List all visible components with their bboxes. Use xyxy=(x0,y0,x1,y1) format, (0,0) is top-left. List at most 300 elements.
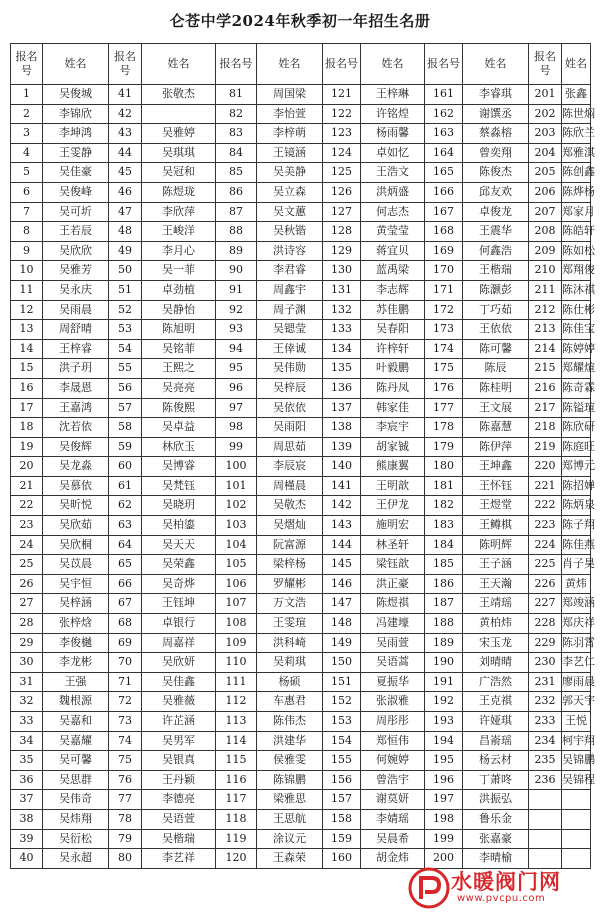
enroll-number-cell: 52 xyxy=(109,300,142,320)
header-cell: 姓名 xyxy=(463,44,529,85)
enroll-number-cell: 217 xyxy=(529,398,562,418)
enroll-number-cell: 174 xyxy=(425,339,463,359)
student-name-cell: 吴嘉和 xyxy=(43,712,109,732)
student-name-cell: 车惠君 xyxy=(257,692,323,712)
student-name-cell: 吴梓辰 xyxy=(257,378,323,398)
student-name-cell: 吴铭菲 xyxy=(142,339,216,359)
enroll-number-cell: 47 xyxy=(109,202,142,222)
enroll-number-cell: 83 xyxy=(216,124,257,144)
student-name-cell: 陈煜祺 xyxy=(361,594,425,614)
student-name-cell: 吴炜翔 xyxy=(43,809,109,829)
enroll-number-cell: 151 xyxy=(323,672,361,692)
enroll-number-cell: 235 xyxy=(529,751,562,771)
student-name-cell: 陈俊杰 xyxy=(463,163,529,183)
header-cell: 报名号 xyxy=(323,44,361,85)
enroll-number-cell: 143 xyxy=(323,516,361,536)
enroll-number-cell: 80 xyxy=(109,849,142,869)
student-name-cell: 曾浩宇 xyxy=(361,770,425,790)
student-name-cell: 吴昕悦 xyxy=(43,496,109,516)
student-name-cell: 王伊龙 xyxy=(361,496,425,516)
enroll-number-cell: 160 xyxy=(323,849,361,869)
student-name-cell xyxy=(562,790,591,810)
enroll-number-cell: 41 xyxy=(109,85,142,105)
enroll-number-cell: 175 xyxy=(425,359,463,379)
enroll-number-cell: 93 xyxy=(216,320,257,340)
student-name-cell: 万文浩 xyxy=(257,594,323,614)
enroll-number-cell: 70 xyxy=(109,653,142,673)
student-name-cell: 蒋宜贝 xyxy=(361,241,425,261)
enroll-number-cell: 124 xyxy=(323,143,361,163)
enroll-number-cell: 224 xyxy=(529,535,562,555)
enroll-number-cell: 221 xyxy=(529,476,562,496)
enroll-number-cell: 136 xyxy=(323,378,361,398)
enroll-number-cell: 96 xyxy=(216,378,257,398)
enroll-number-cell: 129 xyxy=(323,241,361,261)
student-name-cell: 周嘉祥 xyxy=(142,633,216,653)
enroll-number-cell: 82 xyxy=(216,104,257,124)
student-name-cell: 陈欣兰 xyxy=(562,124,591,144)
student-name-cell: 吴衍松 xyxy=(43,829,109,849)
student-name-cell: 蔡淼榕 xyxy=(463,124,529,144)
enroll-number-cell: 144 xyxy=(323,535,361,555)
enroll-number-cell: 232 xyxy=(529,692,562,712)
enroll-number-cell: 56 xyxy=(109,378,142,398)
enroll-number-cell: 173 xyxy=(425,320,463,340)
table-row xyxy=(11,770,591,790)
student-name-cell: 夏振华 xyxy=(361,672,425,692)
student-name-cell: 吴亮亮 xyxy=(142,378,216,398)
student-name-cell: 王依依 xyxy=(463,320,529,340)
enroll-number-cell: 2 xyxy=(11,104,43,124)
student-name-cell: 陈嘉慧 xyxy=(463,418,529,438)
enroll-number-cell: 148 xyxy=(323,614,361,634)
enroll-number-cell: 95 xyxy=(216,359,257,379)
enroll-number-cell: 227 xyxy=(529,594,562,614)
student-name-cell: 吴美静 xyxy=(257,163,323,183)
enroll-number-cell: 84 xyxy=(216,143,257,163)
header-cell: 报名号 xyxy=(425,44,463,85)
enroll-number-cell xyxy=(529,790,562,810)
student-name-cell: 周鑫宇 xyxy=(257,280,323,300)
enroll-number-cell: 169 xyxy=(425,241,463,261)
student-name-cell: 李婧瑶 xyxy=(361,809,425,829)
table-row xyxy=(11,222,591,242)
enroll-number-cell: 30 xyxy=(11,653,43,673)
enroll-number-cell: 4 xyxy=(11,143,43,163)
table-body xyxy=(11,85,595,869)
student-name-cell: 广浩然 xyxy=(463,672,529,692)
student-name-cell: 王镜涵 xyxy=(257,143,323,163)
student-name-cell: 黄莹莹 xyxy=(361,222,425,242)
student-name-cell: 李坤鸿 xyxy=(43,124,109,144)
enroll-number-cell: 230 xyxy=(529,653,562,673)
enroll-number-cell: 74 xyxy=(109,731,142,751)
table-row xyxy=(11,476,591,496)
table-row xyxy=(11,535,591,555)
enroll-number-cell: 172 xyxy=(425,300,463,320)
student-name-cell: 吴冠和 xyxy=(142,163,216,183)
enroll-number-cell: 85 xyxy=(216,163,257,183)
student-name-cell: 冯建壕 xyxy=(361,614,425,634)
student-name-cell: 吴天天 xyxy=(142,535,216,555)
student-name-cell: 洪子玥 xyxy=(43,359,109,379)
table-row xyxy=(11,809,591,829)
student-name-cell: 肖子昊 xyxy=(562,555,591,575)
enroll-number-cell: 79 xyxy=(109,829,142,849)
enroll-number-cell: 162 xyxy=(425,104,463,124)
enroll-number-cell: 35 xyxy=(11,751,43,771)
enroll-number-cell: 188 xyxy=(425,614,463,634)
enroll-number-cell: 22 xyxy=(11,496,43,516)
student-name-cell: 王怀钰 xyxy=(463,476,529,496)
enroll-number-cell: 153 xyxy=(323,712,361,732)
enroll-number-cell: 78 xyxy=(109,809,142,829)
student-name-cell: 魏根源 xyxy=(43,692,109,712)
student-name-cell: 周槿晨 xyxy=(257,476,323,496)
student-name-cell: 李梓萌 xyxy=(257,124,323,144)
table-row xyxy=(11,241,591,261)
student-name-cell: 吴语萱 xyxy=(142,809,216,829)
student-name-cell: 洪建华 xyxy=(257,731,323,751)
enroll-number-cell: 1 xyxy=(11,85,43,105)
enroll-number-cell: 36 xyxy=(11,770,43,790)
enroll-number-cell: 155 xyxy=(323,751,361,771)
student-name-cell: 吴莉琪 xyxy=(257,653,323,673)
student-name-cell: 陈烨杨 xyxy=(562,182,591,202)
student-name-cell: 吴一菲 xyxy=(142,261,216,281)
enrollment-roster-table xyxy=(10,43,595,869)
enroll-number-cell: 214 xyxy=(529,339,562,359)
enroll-number-cell: 72 xyxy=(109,692,142,712)
watermark-url: www.pvcpu.com xyxy=(457,893,546,904)
enroll-number-cell: 205 xyxy=(529,163,562,183)
student-name-cell xyxy=(142,104,216,124)
student-name-cell: 吴锶莹 xyxy=(257,320,323,340)
header-cell: 姓名 xyxy=(257,44,323,85)
student-name-cell: 沈若依 xyxy=(43,418,109,438)
enroll-number-cell: 209 xyxy=(529,241,562,261)
student-name-cell: 陈欣研 xyxy=(562,418,591,438)
enroll-number-cell: 192 xyxy=(425,692,463,712)
student-name-cell: 谢莫妍 xyxy=(361,790,425,810)
enroll-number-cell: 86 xyxy=(216,182,257,202)
enroll-number-cell: 73 xyxy=(109,712,142,732)
student-name-cell: 吴雨阳 xyxy=(257,418,323,438)
enroll-number-cell: 101 xyxy=(216,476,257,496)
enroll-number-cell: 159 xyxy=(323,829,361,849)
student-name-cell: 梁雅思 xyxy=(257,790,323,810)
enroll-number-cell: 46 xyxy=(109,182,142,202)
enroll-number-cell: 28 xyxy=(11,614,43,634)
student-name-cell: 吴可圻 xyxy=(43,202,109,222)
enroll-number-cell: 76 xyxy=(109,770,142,790)
student-name-cell: 吴佳豪 xyxy=(43,163,109,183)
student-name-cell: 梁钰歆 xyxy=(361,555,425,575)
student-name-cell: 李龙彬 xyxy=(43,653,109,673)
enroll-number-cell: 88 xyxy=(216,222,257,242)
enroll-number-cell: 97 xyxy=(216,398,257,418)
enroll-number-cell: 71 xyxy=(109,672,142,692)
student-name-cell: 许梓轩 xyxy=(361,339,425,359)
header-cell: 报名号 xyxy=(11,44,43,85)
enroll-number-cell: 130 xyxy=(323,261,361,281)
header-cell: 报名号 xyxy=(216,44,257,85)
student-name-cell: 吴静怡 xyxy=(142,300,216,320)
enroll-number-cell: 132 xyxy=(323,300,361,320)
student-name-cell: 王克祺 xyxy=(463,692,529,712)
enroll-number-cell: 117 xyxy=(216,790,257,810)
student-name-cell: 邱友欢 xyxy=(463,182,529,202)
student-name-cell: 吴男军 xyxy=(142,731,216,751)
student-name-cell: 宋玉龙 xyxy=(463,633,529,653)
student-name-cell: 王梓睿 xyxy=(43,339,109,359)
table-row xyxy=(11,182,591,202)
enroll-number-cell: 20 xyxy=(11,457,43,477)
student-name-cell: 吴雅薇 xyxy=(142,692,216,712)
enroll-number-cell: 8 xyxy=(11,222,43,242)
student-name-cell: 吴雅婷 xyxy=(142,124,216,144)
student-name-cell: 张淑雅 xyxy=(361,692,425,712)
enroll-number-cell: 48 xyxy=(109,222,142,242)
site-logo-icon xyxy=(407,866,451,910)
student-name-cell: 吴敬杰 xyxy=(257,496,323,516)
enroll-number-cell: 18 xyxy=(11,418,43,438)
enroll-number-cell: 23 xyxy=(11,516,43,536)
student-name-cell: 陈皓轩 xyxy=(562,222,591,242)
enroll-number-cell: 94 xyxy=(216,339,257,359)
student-name-cell: 吴俊城 xyxy=(43,85,109,105)
student-name-cell: 苏佳鹏 xyxy=(361,300,425,320)
student-name-cell: 吴柏鎏 xyxy=(142,516,216,536)
enroll-number-cell: 171 xyxy=(425,280,463,300)
student-name-cell: 郑雅淇 xyxy=(562,143,591,163)
enroll-number-cell: 105 xyxy=(216,555,257,575)
enroll-number-cell xyxy=(529,829,562,849)
enroll-number-cell: 149 xyxy=(323,633,361,653)
student-name-cell: 李锦欣 xyxy=(43,104,109,124)
header-cell: 报名号 xyxy=(109,44,142,85)
enroll-number-cell: 127 xyxy=(323,202,361,222)
student-name-cell: 李辰宸 xyxy=(257,457,323,477)
student-name-cell: 王若辰 xyxy=(43,222,109,242)
student-name-cell: 吴欣桐 xyxy=(43,535,109,555)
enroll-number-cell: 118 xyxy=(216,809,257,829)
enroll-number-cell: 109 xyxy=(216,633,257,653)
student-name-cell: 吴永庆 xyxy=(43,280,109,300)
enroll-number-cell: 13 xyxy=(11,320,43,340)
enroll-number-cell: 200 xyxy=(425,849,463,869)
student-name-cell: 罗耀彬 xyxy=(257,574,323,594)
student-name-cell: 李欣萍 xyxy=(142,202,216,222)
table-row xyxy=(11,751,591,771)
enroll-number-cell: 191 xyxy=(425,672,463,692)
table-row xyxy=(11,300,591,320)
student-name-cell: 王熙之 xyxy=(142,359,216,379)
enroll-number-cell: 229 xyxy=(529,633,562,653)
table-row xyxy=(11,633,591,653)
student-name-cell: 李艺仁 xyxy=(562,653,591,673)
watermark xyxy=(407,864,592,910)
student-name-cell: 王钰坤 xyxy=(142,594,216,614)
student-name-cell: 陈明辉 xyxy=(463,535,529,555)
student-name-cell: 吴宇恒 xyxy=(43,574,109,594)
student-name-cell: 李睿琪 xyxy=(463,85,529,105)
student-name-cell: 陈桂明 xyxy=(463,378,529,398)
table-row xyxy=(11,359,591,379)
student-name-cell: 吴慕依 xyxy=(43,476,109,496)
enroll-number-cell: 168 xyxy=(425,222,463,242)
student-name-cell: 王子涵 xyxy=(463,555,529,575)
enroll-number-cell: 42 xyxy=(109,104,142,124)
student-name-cell: 卓劲植 xyxy=(142,280,216,300)
student-name-cell: 周思茹 xyxy=(257,437,323,457)
enroll-number-cell: 195 xyxy=(425,751,463,771)
enroll-number-cell: 43 xyxy=(109,124,142,144)
enroll-number-cell: 110 xyxy=(216,653,257,673)
enroll-number-cell: 106 xyxy=(216,574,257,594)
student-name-cell: 吴佳鑫 xyxy=(142,672,216,692)
student-name-cell: 王文展 xyxy=(463,398,529,418)
student-name-cell: 吴俊峰 xyxy=(43,182,109,202)
enroll-number-cell: 68 xyxy=(109,614,142,634)
student-name-cell: 郑竣涵 xyxy=(562,594,591,614)
enroll-number-cell: 32 xyxy=(11,692,43,712)
enroll-number-cell: 11 xyxy=(11,280,43,300)
student-name-cell: 吴梵钰 xyxy=(142,476,216,496)
table-row xyxy=(11,829,591,849)
enroll-number-cell: 53 xyxy=(109,320,142,340)
student-name-cell xyxy=(562,829,591,849)
enroll-number-cell xyxy=(529,809,562,829)
enroll-number-cell: 178 xyxy=(425,418,463,438)
enroll-number-cell: 198 xyxy=(425,809,463,829)
student-name-cell: 熊康翼 xyxy=(361,457,425,477)
student-name-cell: 吴龙淼 xyxy=(43,457,109,477)
enroll-number-cell: 113 xyxy=(216,712,257,732)
student-name-cell: 陈锦鹏 xyxy=(257,770,323,790)
student-name-cell: 周国梁 xyxy=(257,85,323,105)
student-name-cell: 李德亮 xyxy=(142,790,216,810)
enroll-number-cell: 156 xyxy=(323,770,361,790)
student-name-cell: 吴晨希 xyxy=(361,829,425,849)
student-name-cell: 涂议元 xyxy=(257,829,323,849)
student-name-cell: 王明歆 xyxy=(361,476,425,496)
student-name-cell: 吴语蒿 xyxy=(361,653,425,673)
table-row xyxy=(11,320,591,340)
enroll-number-cell: 63 xyxy=(109,516,142,536)
enroll-number-cell: 186 xyxy=(425,574,463,594)
student-name-cell: 李俊樾 xyxy=(43,633,109,653)
enroll-number-cell: 161 xyxy=(425,85,463,105)
enroll-number-cell: 33 xyxy=(11,712,43,732)
student-name-cell: 郑博元 xyxy=(562,457,591,477)
enroll-number-cell: 154 xyxy=(323,731,361,751)
student-name-cell: 陈婷婷 xyxy=(562,339,591,359)
student-name-cell: 陈羽霄 xyxy=(562,633,591,653)
enroll-number-cell: 62 xyxy=(109,496,142,516)
enroll-number-cell: 61 xyxy=(109,476,142,496)
enroll-number-cell: 37 xyxy=(11,790,43,810)
student-name-cell: 陈庭旺 xyxy=(562,437,591,457)
enroll-number-cell: 163 xyxy=(425,124,463,144)
enroll-number-cell: 177 xyxy=(425,398,463,418)
student-name-cell: 梁梓杨 xyxy=(257,555,323,575)
student-name-cell: 李怡萱 xyxy=(257,104,323,124)
enroll-number-cell: 115 xyxy=(216,751,257,771)
student-name-cell: 王靖瑶 xyxy=(463,594,529,614)
student-name-cell: 何鑫浩 xyxy=(463,241,529,261)
student-name-cell: 吴琪琪 xyxy=(142,143,216,163)
student-name-cell: 李晟恩 xyxy=(43,378,109,398)
student-name-cell: 郑翔俊 xyxy=(562,261,591,281)
student-name-cell: 王震华 xyxy=(463,222,529,242)
enroll-number-cell: 27 xyxy=(11,594,43,614)
table-row xyxy=(11,261,591,281)
student-name-cell: 李晴榆 xyxy=(463,849,529,869)
student-name-cell: 卓俊龙 xyxy=(463,202,529,222)
enroll-number-cell: 55 xyxy=(109,359,142,379)
enroll-number-cell: 218 xyxy=(529,418,562,438)
student-name-cell: 昌嵛瑶 xyxy=(463,731,529,751)
student-name-cell: 陈伟杰 xyxy=(257,712,323,732)
student-name-cell: 吴梓涵 xyxy=(43,594,109,614)
student-name-cell: 陈煜珑 xyxy=(142,182,216,202)
student-name-cell: 张鑫 xyxy=(562,85,591,105)
enroll-number-cell: 181 xyxy=(425,476,463,496)
student-name-cell: 吴文蕙 xyxy=(257,202,323,222)
enroll-number-cell: 197 xyxy=(425,790,463,810)
student-name-cell: 陈丹凤 xyxy=(361,378,425,398)
table-row xyxy=(11,202,591,222)
enroll-number-cell: 107 xyxy=(216,594,257,614)
student-name-cell: 李艺祥 xyxy=(142,849,216,869)
enroll-number-cell: 39 xyxy=(11,829,43,849)
student-name-cell: 韩家佳 xyxy=(361,398,425,418)
enroll-number-cell: 184 xyxy=(425,535,463,555)
student-name-cell: 张梓焓 xyxy=(43,614,109,634)
student-name-cell: 黄炜 xyxy=(562,574,591,594)
table-row xyxy=(11,104,591,124)
enroll-number-cell: 213 xyxy=(529,320,562,340)
student-name-cell: 王嘉鸿 xyxy=(43,398,109,418)
enroll-number-cell: 176 xyxy=(425,378,463,398)
student-name-cell: 许芷涵 xyxy=(142,712,216,732)
student-name-cell: 洪振弘 xyxy=(463,790,529,810)
student-name-cell: 郑耀煊 xyxy=(562,359,591,379)
enroll-number-cell: 234 xyxy=(529,731,562,751)
student-name-cell: 吴嘉耀 xyxy=(43,731,109,751)
enroll-number-cell: 210 xyxy=(529,261,562,281)
student-name-cell: 杨雨馨 xyxy=(361,124,425,144)
enroll-number-cell: 138 xyxy=(323,418,361,438)
header-cell: 报名号 xyxy=(529,44,562,85)
student-name-cell: 何婉婷 xyxy=(361,751,425,771)
enroll-number-cell: 219 xyxy=(529,437,562,457)
table-row xyxy=(11,398,591,418)
enroll-number-cell: 90 xyxy=(216,261,257,281)
enroll-number-cell: 202 xyxy=(529,104,562,124)
enroll-number-cell: 199 xyxy=(425,829,463,849)
student-name-cell: 陈奇霖 xyxy=(562,378,591,398)
student-name-cell: 吴雨萱 xyxy=(361,633,425,653)
student-name-cell: 卓银行 xyxy=(142,614,216,634)
student-name-cell: 张嘉豪 xyxy=(463,829,529,849)
enroll-number-cell: 99 xyxy=(216,437,257,457)
student-name-cell: 吴苡晨 xyxy=(43,555,109,575)
student-name-cell: 杨云材 xyxy=(463,751,529,771)
table-row xyxy=(11,85,591,105)
student-name-cell: 王坤鑫 xyxy=(463,457,529,477)
